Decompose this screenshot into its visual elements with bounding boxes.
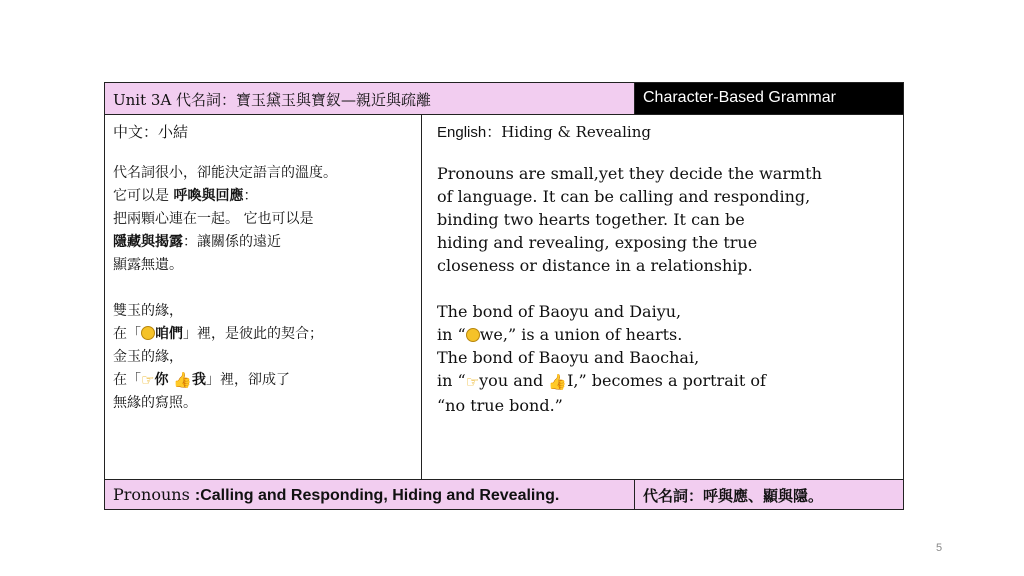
zh-line: 把兩顆心連在一起。 它也可以是 <box>113 211 314 227</box>
en-line: closeness or distance in a relationship. <box>437 256 753 275</box>
en-line: in “☞you and 👍I,” becomes a portrait of <box>437 369 903 394</box>
zh-line: 在「 咱們」裡，是彼此的契合； <box>113 326 323 342</box>
summary-table <box>104 82 904 510</box>
zh-line: 顯露無遺。 <box>113 257 183 273</box>
en-line: hiding and revealing, exposing the true <box>437 233 758 252</box>
zh-line: 隱藏與揭露：讓關係的遠近 <box>113 234 281 250</box>
chinese-text <box>113 162 421 415</box>
en-line: The bond of Baoyu and Daiyu, <box>437 302 682 321</box>
zh-bold-term: 隱藏與揭露 <box>113 234 183 250</box>
thumbs-up-icon: 👍 <box>173 371 193 389</box>
zh-line: 在「☞你 👍我」裡，卻成了 <box>113 369 421 392</box>
heart-hands-icon <box>141 326 155 340</box>
heart-hands-icon <box>466 328 480 342</box>
en-line: binding two hearts together. It can be <box>437 210 745 229</box>
en-line: of language. It can be calling and responding, <box>437 187 811 206</box>
en-line: in “ we,” is a union of hearts. <box>437 325 683 344</box>
english-heading: English：Hiding & Revealing <box>437 123 651 141</box>
pointing-hand-icon: ☞ <box>141 371 155 389</box>
zh-line: 代名詞很小，卻能決定語言的溫度。 <box>113 165 337 181</box>
chinese-column <box>105 115 422 479</box>
footer-summary-chinese: 代名詞：呼與應、顯與隱。 <box>635 479 903 509</box>
section-tag: Character-Based Grammar <box>635 83 903 115</box>
thumbs-up-icon: 👍 <box>548 373 568 391</box>
footer-summary-english: Pronouns :Calling and Responding, Hiding and Revealing. <box>105 479 635 509</box>
zh-line: 雙玉的緣， <box>113 303 183 319</box>
en-line: “no true bond.” <box>437 396 563 415</box>
zh-line: 它可以是 呼喚與回應： <box>113 188 258 204</box>
chinese-heading: 中文：小結 <box>113 123 189 141</box>
page-number: 5 <box>936 542 943 554</box>
english-text <box>437 162 903 417</box>
en-line: Pronouns are small,yet they decide the warmth <box>437 164 822 183</box>
zh-line: 金玉的緣， <box>113 349 183 365</box>
pointing-hand-icon: ☞ <box>465 373 480 391</box>
zh-line: 無緣的寫照。 <box>113 395 197 411</box>
zh-bold-term: 呼喚與回應 <box>173 188 244 204</box>
unit-title: Unit 3A 代名詞：寶玉黛玉與寶釵—親近與疏離 <box>105 83 635 115</box>
english-column <box>422 115 903 479</box>
en-line: The bond of Baoyu and Baochai, <box>437 348 700 367</box>
